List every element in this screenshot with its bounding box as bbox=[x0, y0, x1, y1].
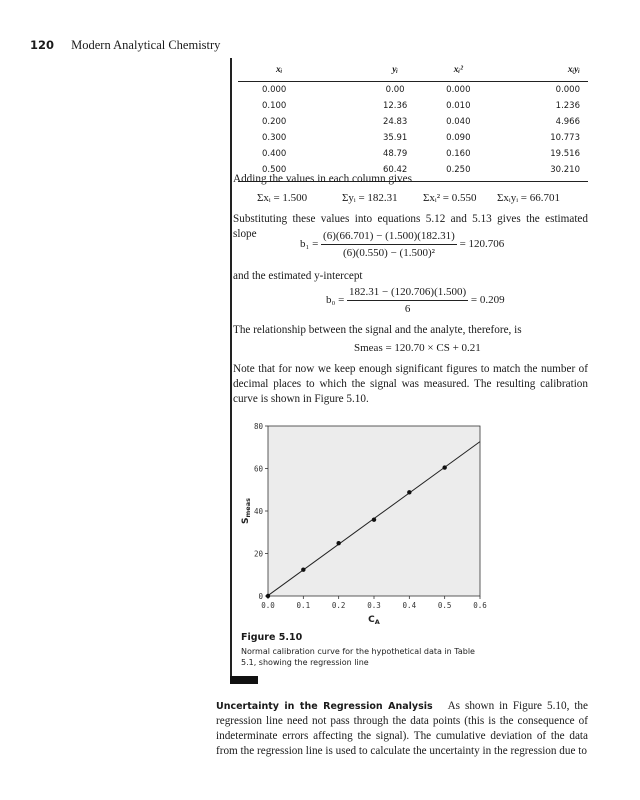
x-tick-label: 0.0 bbox=[261, 601, 275, 610]
table-cell: 4.966 bbox=[555, 117, 580, 127]
table-cell: 30.210 bbox=[550, 165, 580, 175]
y-tick-label: 20 bbox=[253, 549, 263, 559]
note-paragraph: Note that for now we keep enough significant figures to match the number of decimal places to which the signal was measured. The resulting calibration curve is shown in Figure 5.10. bbox=[233, 363, 588, 405]
data-point bbox=[407, 490, 411, 494]
slope-lhs: b₁ = bbox=[300, 238, 319, 251]
table-cell: 24.83 bbox=[382, 117, 408, 127]
y-tick-label: 0 bbox=[258, 592, 263, 601]
running-title: Modern Analytical Chemistry bbox=[71, 38, 221, 52]
table-row bbox=[238, 82, 588, 99]
table-cell: 0.200 bbox=[262, 117, 287, 127]
page-header bbox=[30, 38, 220, 53]
intercept-equation bbox=[326, 286, 505, 315]
table-cell: 0.090 bbox=[446, 133, 471, 143]
adding-paragraph: Adding the values in each column gives bbox=[233, 173, 412, 185]
figure-caption bbox=[241, 632, 481, 668]
sum-x-squared: Σxᵢ² = 0.550 bbox=[423, 192, 477, 204]
table-cell: 0.500 bbox=[262, 165, 287, 175]
table-cell: 0.040 bbox=[446, 117, 471, 127]
section-body: As shown in Figure 5.10, the regression line need not pass through the data points (this is the consequence of indeterminate errors affecting the signal). The cumulative deviation of the data from the regression line is used to calculate the uncertainty in the regression due to bbox=[216, 700, 588, 757]
x-tick-label: 0.6 bbox=[473, 601, 487, 610]
x-tick-label: 0.1 bbox=[296, 601, 311, 610]
intercept-denominator: 6 bbox=[404, 303, 411, 315]
slope-denominator: (6)(0.550) − (1.500)² bbox=[342, 247, 435, 259]
column-header: yᵢ bbox=[392, 65, 399, 75]
table-cell: 0.010 bbox=[446, 101, 471, 111]
slope-equation bbox=[300, 230, 504, 259]
section-paragraph bbox=[216, 699, 588, 759]
relationship-paragraph: The relationship between the signal and the analyte, therefore, is bbox=[233, 324, 522, 336]
slope-result: = 120.706 bbox=[459, 238, 505, 251]
column-header: xᵢyᵢ bbox=[567, 65, 580, 75]
data-table-block bbox=[238, 62, 588, 182]
calibration-chart bbox=[240, 418, 500, 630]
table-cell: 0.300 bbox=[262, 133, 287, 143]
section-heading: Uncertainty in the Regression Analysis bbox=[216, 701, 433, 712]
x-tick-label: 0.4 bbox=[402, 601, 417, 610]
intercept-lhs: b₀ = bbox=[326, 294, 345, 307]
table-cell: 35.91 bbox=[382, 133, 408, 143]
data-point bbox=[266, 594, 270, 598]
table-cell: 0.000 bbox=[262, 85, 287, 95]
section-marker bbox=[230, 676, 258, 684]
data-point bbox=[372, 517, 376, 521]
table-cell: 60.42 bbox=[382, 165, 408, 175]
y-axis-label: $S_{meas}$ bbox=[241, 498, 252, 524]
intercept-numerator: 182.31 − (120.706)(1.500) bbox=[347, 286, 468, 301]
table-row bbox=[238, 114, 588, 130]
table-cell: 10.773 bbox=[550, 133, 580, 143]
table-cell: 0.000 bbox=[446, 85, 471, 95]
margin-rule bbox=[230, 58, 232, 679]
intercept-intro: and the estimated y-intercept bbox=[233, 270, 363, 282]
slope-numerator: (6)(66.701) − (1.500)(182.31) bbox=[321, 230, 457, 245]
y-tick-label: 40 bbox=[253, 507, 263, 516]
intercept-fraction bbox=[347, 286, 468, 315]
column-header: xᵢ² bbox=[453, 65, 463, 75]
column-header: xᵢ bbox=[276, 65, 283, 75]
table-row bbox=[238, 98, 588, 114]
data-table bbox=[238, 62, 588, 182]
table-row bbox=[238, 130, 588, 146]
table-header-row bbox=[238, 62, 588, 82]
table-cell: 19.516 bbox=[550, 149, 580, 159]
y-tick-label: 80 bbox=[253, 422, 263, 431]
x-tick-label: 0.3 bbox=[367, 601, 381, 610]
table-cell: 0.250 bbox=[446, 165, 471, 175]
x-axis-label: $C_A$ bbox=[368, 615, 380, 626]
figure-label: Figure 5.10 bbox=[241, 632, 303, 643]
table-cell: 0.160 bbox=[446, 149, 471, 159]
data-point bbox=[336, 541, 340, 545]
table-cell: 48.79 bbox=[382, 149, 408, 159]
calibration-equation: Smeas = 120.70 × CS + 0.21 bbox=[354, 342, 481, 354]
plot-area bbox=[268, 426, 480, 596]
data-point bbox=[301, 568, 305, 572]
substituting-paragraph: Substituting these values into equations 5.12 and 5.13 gives the estimated slope bbox=[233, 213, 588, 240]
table-cell: 0.100 bbox=[262, 101, 287, 111]
y-tick-label: 60 bbox=[253, 464, 263, 474]
figure-caption-text: Normal calibration curve for the hypothetical data in Table 5.1, showing the regression line bbox=[241, 647, 475, 667]
page-number: 120 bbox=[30, 38, 55, 52]
slope-fraction bbox=[321, 230, 457, 259]
sum-y: Σyᵢ = 182.31 bbox=[342, 192, 398, 204]
table-cell: 0.000 bbox=[555, 85, 580, 95]
intercept-result: = 0.209 bbox=[470, 294, 505, 307]
table-row bbox=[238, 146, 588, 162]
sum-x: Σxᵢ = 1.500 bbox=[257, 192, 308, 204]
sum-xy: Σxᵢyᵢ = 66.701 bbox=[497, 192, 560, 204]
data-point bbox=[442, 465, 446, 469]
table-cell: 0.00 bbox=[385, 85, 405, 95]
table-cell: 1.236 bbox=[555, 101, 580, 111]
x-tick-label: 0.5 bbox=[437, 601, 452, 610]
x-tick-label: 0.2 bbox=[331, 601, 346, 610]
table-cell: 0.400 bbox=[262, 149, 287, 159]
table-cell: 12.36 bbox=[382, 101, 408, 111]
